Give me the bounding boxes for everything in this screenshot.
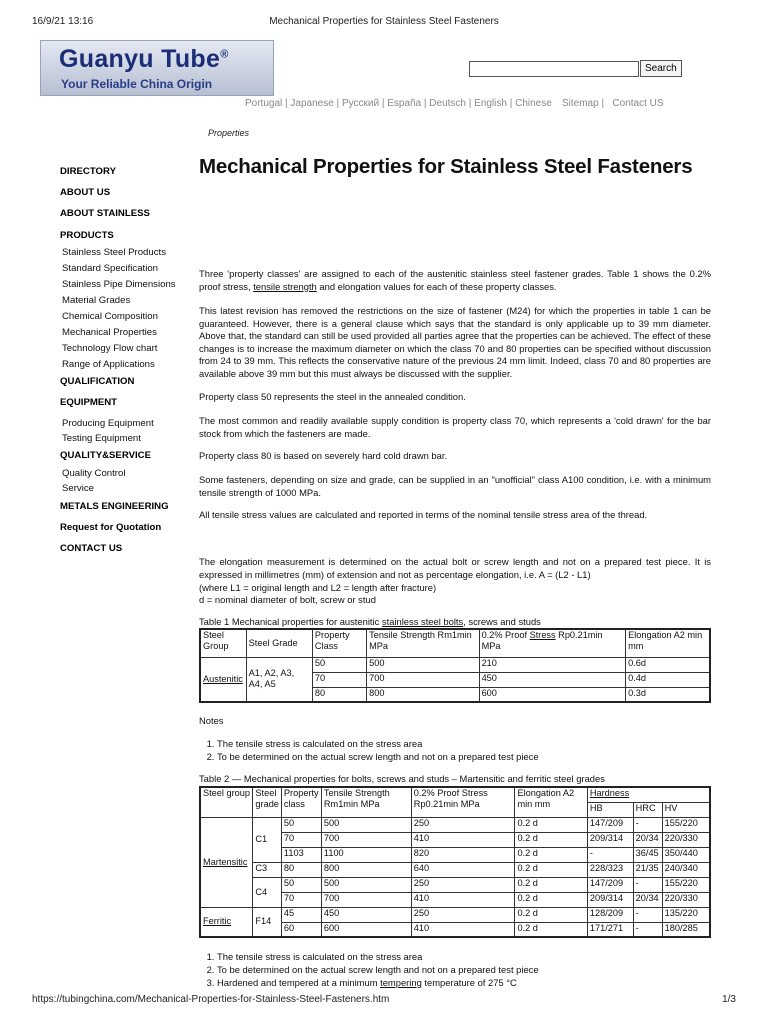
lang-deutsch[interactable]: Deutsch (429, 98, 466, 109)
th-steel-grade: Steel Grade (246, 629, 312, 657)
table-cell: 0.6d (626, 657, 710, 672)
page-title: Mechanical Properties for Stainless Steel Fasteners (199, 155, 693, 178)
note-item: 2. To be determined on the actual screw length and not on a prepared test piece (217, 963, 539, 976)
class70-paragraph: The most common and readily available supply condition is property class 70, which represents a 'cold drawn' for the bar stock from which the fasteners are made. (199, 415, 711, 439)
table-cell: 80 (281, 862, 321, 877)
breadcrumb[interactable]: Properties (208, 128, 250, 138)
table-cell: 410 (411, 922, 515, 937)
text: Hardened and tempered at a minimum (217, 977, 381, 988)
th-hv: HV (662, 802, 710, 817)
separator: | (282, 98, 291, 109)
separator: | (421, 98, 430, 109)
sitemap-link[interactable]: Sitemap (562, 98, 599, 109)
sidebar-item-chemical-composition[interactable]: Chemical Composition (62, 311, 158, 322)
table-cell: 0.3d (626, 687, 710, 702)
table-cell: 1100 (321, 847, 411, 862)
th-property-class: Property class (281, 787, 321, 817)
hardness-link[interactable]: Hardness (587, 787, 710, 802)
th-proof-stress: 0.2% Proof Stress Rp0.21min MPa (411, 787, 515, 817)
tensile-strength-link[interactable]: tensile strength (253, 280, 317, 292)
logo-name: Guanyu Tube (59, 45, 221, 73)
table-cell: 155/220 (662, 817, 710, 832)
table-cell: 0.2 d (515, 862, 587, 877)
lang-espana[interactable]: España (387, 98, 422, 109)
table-cell: - (587, 847, 633, 862)
lang-japanese[interactable]: Japanese (290, 98, 334, 109)
language-bar (245, 98, 552, 109)
table-cell: 1103 (281, 847, 321, 862)
table-cell: 70 (281, 892, 321, 907)
print-page-title: Mechanical Properties for Stainless Steel Fasteners (269, 16, 499, 27)
note-item (217, 976, 539, 989)
table-cell: 70 (312, 672, 366, 687)
table-cell: 220/330 (662, 892, 710, 907)
table-cell: 600 (479, 687, 626, 702)
text: 0.2% Proof (481, 630, 530, 640)
table-cell: 0.2 d (515, 892, 587, 907)
table-cell: 600 (321, 922, 411, 937)
text: and elongation values for each of these property classes. (316, 280, 557, 292)
grade-cell: C3 (253, 862, 282, 877)
table2-martensitic-ferritic (199, 786, 711, 938)
table-cell: 36/45 (633, 847, 662, 862)
sidebar-item-directory[interactable]: DIRECTORY (60, 166, 116, 177)
table-cell: 228/323 (587, 862, 633, 877)
th-steel-group: Steel Group (200, 629, 246, 657)
table-cell: 155/220 (662, 877, 710, 892)
sidebar-item-products[interactable]: PRODUCTS (60, 230, 114, 241)
table-cell: - (633, 907, 662, 922)
page-url: https://tubingchina.com/Mechanical-Properties-for-Stainless-Steel-Fasteners.htm (32, 994, 390, 1005)
sidebar-item-producing-equipment[interactable]: Producing Equipment (62, 418, 154, 429)
table-cell: 450 (321, 907, 411, 922)
logo-tagline: Your Reliable China Origin (61, 77, 213, 91)
sidebar-item-stainless-pipe-dimensions[interactable]: Stainless Pipe Dimensions (62, 279, 176, 290)
text: , screws and studs (463, 616, 541, 627)
text: Three 'property classes' are assigned to each of the austenitic stainless steel fastener grades. Table 1 shows the 0.2% proof stress, (199, 268, 711, 292)
grade-cell: C1 (253, 817, 282, 862)
table-cell: 180/285 (662, 922, 710, 937)
table-cell: 20/34 (633, 832, 662, 847)
table-cell: 0.2 d (515, 877, 587, 892)
table-cell: 50 (281, 817, 321, 832)
sidebar-item-quality-service[interactable]: QUALITY&SERVICE (60, 450, 151, 461)
table-cell: 220/330 (662, 832, 710, 847)
text: Rp0.21min MPa (481, 630, 603, 651)
table-cell: 50 (281, 877, 321, 892)
sidebar-item-service[interactable]: Service (62, 483, 94, 494)
lang-russian[interactable]: Русский (341, 98, 380, 109)
table-cell: 0.2 d (515, 922, 587, 937)
austenitic-group-link[interactable]: Austenitic (200, 657, 246, 702)
table-cell: 350/440 (662, 847, 710, 862)
table-cell: 0.2 d (515, 907, 587, 922)
sidebar-item-testing-equipment[interactable]: Testing Equipment (62, 433, 141, 444)
separator: | (598, 98, 613, 109)
th-steel-grade: Steel grade (253, 787, 282, 817)
sidebar-item-technology-flow-chart[interactable]: Technology Flow chart (62, 343, 158, 354)
separator: | (379, 98, 388, 109)
table-cell: 171/271 (587, 922, 633, 937)
class80-paragraph: Property class 80 is based on severely hard cold drawn bar. (199, 450, 448, 461)
table-cell: 700 (321, 892, 411, 907)
table-cell: 0.2 d (515, 832, 587, 847)
table-cell: 250 (411, 877, 515, 892)
table-cell: 210 (479, 657, 626, 672)
table-cell: 820 (411, 847, 515, 862)
sidebar-item-material-grades[interactable]: Material Grades (62, 295, 131, 306)
th-tensile-strength: Tensile Strength Rm1min MPa (321, 787, 411, 817)
table-cell: 700 (367, 672, 479, 687)
table1-caption (199, 616, 541, 628)
table-cell: - (633, 817, 662, 832)
th-proof-stress (479, 629, 626, 657)
table-cell: 128/209 (587, 907, 633, 922)
sidebar-item-equipment[interactable]: EQUIPMENT (60, 397, 118, 408)
th-steel-group: Steel group (200, 787, 253, 817)
table-cell: 50 (312, 657, 366, 672)
table-cell: 240/340 (662, 862, 710, 877)
martensitic-group-link[interactable]: Martensitic (200, 817, 253, 907)
table-cell: 60 (281, 922, 321, 937)
table-cell: 21/35 (633, 862, 662, 877)
lang-chinese[interactable]: Chinese (515, 98, 552, 109)
sidebar-item-range-of-applications[interactable]: Range of Applications (62, 359, 155, 370)
lang-portugal[interactable]: Portugal (245, 98, 283, 109)
table-cell: 0.2 d (515, 847, 587, 862)
lang-english[interactable]: English (474, 98, 507, 109)
sidebar-item-qualification[interactable]: QUALIFICATION (60, 376, 135, 387)
revision-paragraph: This latest revision has removed the restrictions on the size of fastener (M24) for which the properties in table 1 can be guaranteed. However, there is a general clause which says that the standard is only applicable up to 39 mm diameter. Above that, the standard can still be used provided all parties agree that the properties can be achieved. The effect of these changes is to increase the maximum diameter on which the class 70 and 80 properties can be specified without discussion from 24 to 39 mm. This reflects the conservative nature of the previous 24 mm limit. Indeed, class 70 and 80 properties are available above 39 mm but this must always be discussed with the supplier. (199, 305, 711, 379)
sidebar-item-mechanical-properties[interactable]: Mechanical Properties (62, 327, 157, 338)
note-item: 1. The tensile stress is calculated on the stress area (217, 950, 539, 963)
table-cell: 800 (321, 862, 411, 877)
text: Table 1 Mechanical properties for austenitic (199, 616, 382, 627)
registered-mark: ® (220, 48, 229, 61)
text: temperature of 275 °C (421, 977, 517, 988)
th-tensile-strength: Tensile Strength Rm1min MPa (367, 629, 479, 657)
table2-notes (201, 950, 539, 989)
sidebar-item-stainless-steel-products[interactable]: Stainless Steel Products (62, 247, 166, 258)
grade-cell: C4 (253, 877, 282, 907)
search-button[interactable]: Search (640, 60, 682, 77)
print-footer (32, 994, 736, 1008)
table-cell: 500 (321, 817, 411, 832)
table-cell: 70 (281, 832, 321, 847)
table-cell: 250 (411, 817, 515, 832)
table1-austenitic (199, 628, 711, 703)
print-date: 16/9/21 13:16 (32, 16, 94, 27)
table2-caption: Table 2 — Mechanical properties for bolts, screws and studs – Martensitic and ferritic steel grades (199, 773, 605, 784)
search-input[interactable] (469, 61, 639, 77)
sidebar-item-metals-engineering[interactable]: METALS ENGINEERING (60, 501, 169, 512)
table-cell: 640 (411, 862, 515, 877)
table-cell: 80 (312, 687, 366, 702)
sidebar-item-about-us[interactable]: ABOUT US (60, 187, 111, 198)
table1-notes (201, 737, 539, 763)
table-cell: 700 (321, 832, 411, 847)
table-cell: 147/209 (587, 817, 633, 832)
table-cell: 500 (321, 877, 411, 892)
table-cell: 147/209 (587, 877, 633, 892)
page-number: 1/3 (722, 994, 736, 1005)
th-property-class: Property Class (312, 629, 366, 657)
grade-cell: F14 (253, 907, 282, 937)
sidebar-item-standard-specification[interactable]: Standard Specification (62, 263, 158, 274)
elongation-paragraph: The elongation measurement is determined on the actual bolt or screw length and not on a prepared test piece. It is expressed in millimetres (mm) of extension and not as percentage elongation, i.e. A = (L2 - L1) (199, 556, 711, 580)
table-cell: 800 (367, 687, 479, 702)
top-nav (562, 98, 664, 109)
sidebar-item-about-stainless[interactable]: ABOUT STAINLESS (60, 208, 150, 219)
th-hb: HB (587, 802, 633, 817)
table-cell: 209/314 (587, 832, 633, 847)
print-header (32, 16, 736, 30)
separator: | (333, 98, 342, 109)
table-cell: 20/34 (633, 892, 662, 907)
site-logo[interactable] (40, 40, 274, 96)
th-elongation: Elongation A2 min mm (515, 787, 587, 817)
table-cell: 410 (411, 832, 515, 847)
table-cell: 250 (411, 907, 515, 922)
separator: | (506, 98, 516, 109)
class50-paragraph: Property class 50 represents the steel in the annealed condition. (199, 391, 466, 402)
table-cell: - (633, 922, 662, 937)
note-item: 2. To be determined on the actual screw length and not on a prepared test piece (217, 750, 539, 763)
table-cell: - (633, 877, 662, 892)
intro-paragraph (199, 268, 711, 293)
elongation-where: (where L1 = original length and L2 = length after fracture) (199, 582, 437, 593)
sidebar-item-contact-us[interactable]: CONTACT US (60, 543, 123, 554)
th-hrc: HRC (633, 802, 662, 817)
table-cell: 450 (479, 672, 626, 687)
sidebar-item-quality-control[interactable]: Quality Control (62, 468, 126, 479)
table-cell: 0.4d (626, 672, 710, 687)
table-cell: 45 (281, 907, 321, 922)
elongation-d-definition: d = nominal diameter of bolt, screw or stud (199, 594, 376, 605)
tempering-link[interactable]: tempering (380, 977, 422, 988)
stress-link[interactable]: Stress (529, 630, 556, 640)
table-cell: 0.2 d (515, 817, 587, 832)
contact-us-link[interactable]: Contact US (612, 98, 664, 109)
ferritic-group-link[interactable]: Ferritic (200, 907, 253, 937)
a100-paragraph: Some fasteners, depending on size and grade, can be supplied in an "unofficial" class A100 condition, i.e. with a minimum tensile strength of 1000 MPa. (199, 474, 711, 498)
table-cell: 135/220 (662, 907, 710, 922)
sidebar-item-request-quotation[interactable]: Request for Quotation (60, 522, 162, 533)
table-cell: 410 (411, 892, 515, 907)
notes-label: Notes (199, 715, 224, 726)
stainless-steel-bolts-link[interactable]: stainless steel bolts (381, 616, 464, 627)
table-cell: 500 (367, 657, 479, 672)
table-cell: 209/314 (587, 892, 633, 907)
separator: | (465, 98, 475, 109)
th-elongation: Elongation A2 min mm (626, 629, 710, 657)
tensile-stress-paragraph: All tensile stress values are calculated and reported in terms of the nominal tensile stress area of the thread. (199, 509, 648, 520)
note-item: 1. The tensile stress is calculated on the stress area (217, 737, 539, 750)
steel-grades-cell: A1, A2, A3, A4, A5 (246, 657, 312, 702)
